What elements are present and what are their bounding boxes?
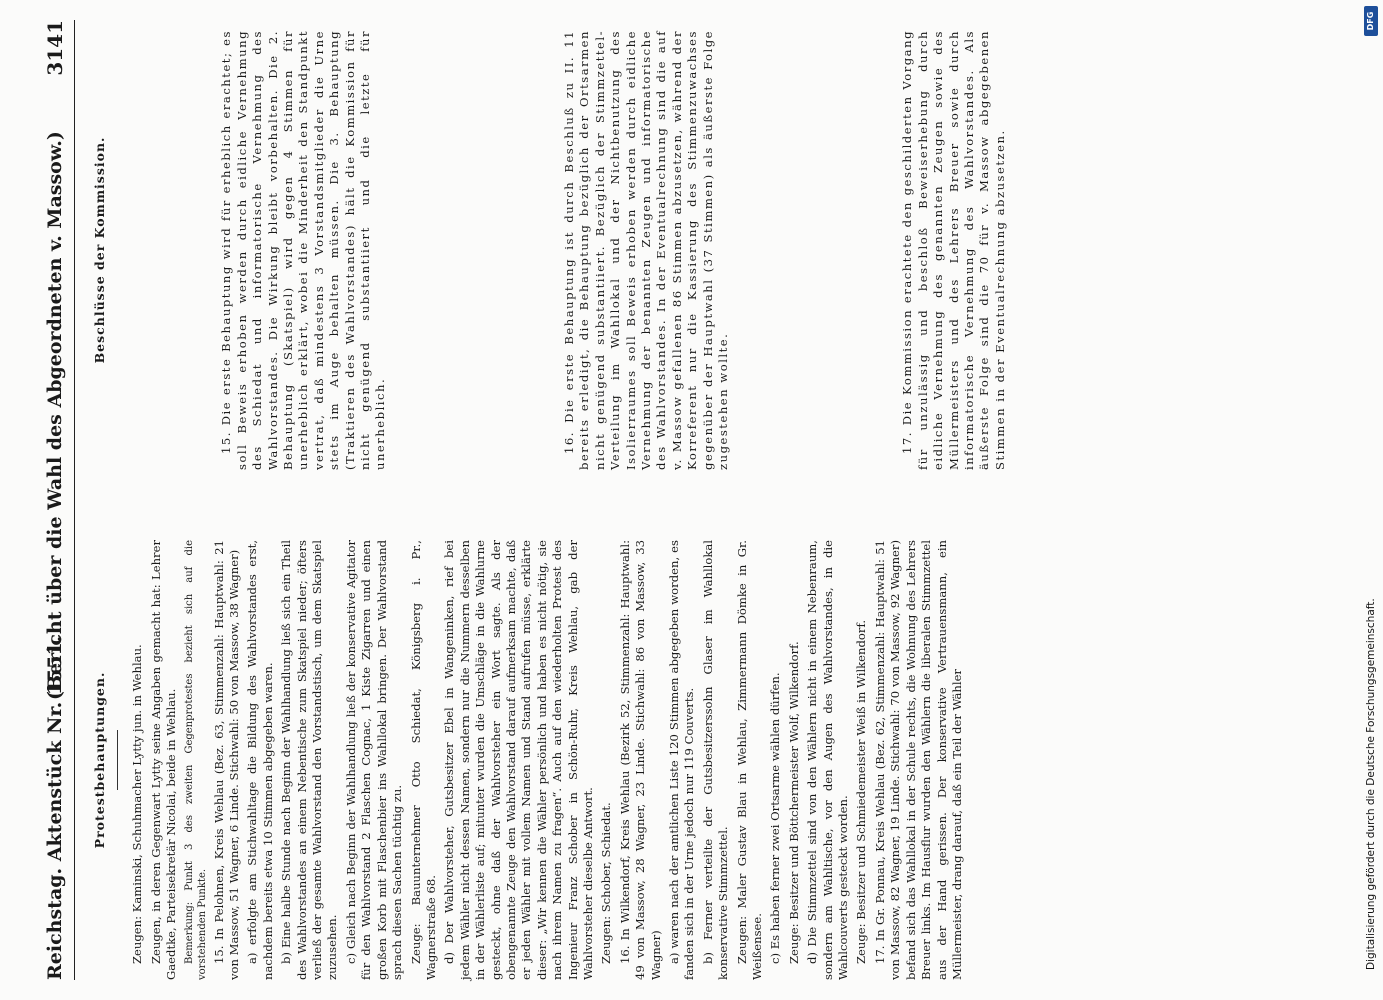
paragraph: Zeugen, in deren Gegenwart Lytty seine Angaben gemacht hat: Lehrer Gaedtke, Parteisekretär Nicolai, beide in Wehlau. (148, 540, 179, 980)
header-subtitle: (Bericht über die Wahl des Abgeordneten v. Massow.) (44, 131, 66, 700)
paragraph: Zeugen: Kaminski, Schuhmacher Lytty jun. in Wehlau. (130, 644, 145, 964)
paragraph: 15. Die erste Behauptung wird für erheblich erachtet; es soll Beweis erhoben werden durch eidliche Vernehmung des Schiedat und informatorische Vernehmung des Wahlvorstandes. Die Wirkung bleibt vorbehalten. Die 2. Behauptung (Skatspiel) wird gegen 4 Stimmen für unerheblich erklärt, wobei die Minderheit den Standpunkt vertrat, daß mindestens 3 Vorstandsmitglieder die Urne stets im Auge behalten müssen. Die 3. Behauptung (Traktieren des Wahlvorstandes) hält die Kommission für nicht genügend substantiiert und die letzte für unerheblich. (219, 30, 388, 470)
paragraph: a) erfolgte am Stichwahltage die Bildung des Wahlvorstandes erst, nachdem bereits etwa 10 Stimmen abgegeben waren. (245, 540, 275, 980)
paragraph: 16. Die erste Behauptung ist durch Beschluß zu II. 11 bereits erledigt, die Behauptung bezüglich der Ortsarmen nicht genügend substantiiert. Bezüglich der Stimmzettel-Verteilung im Wahllokal und der Nichtbenutzung des Isolierraumes soll Beweis erhoben werden durch eidliche Vernehmung der benannten Zeugen und informatorische des Wahlvorstandes. In der Eventualrechnung sind die auf v. Massow gefallenen 86 Stimmen abzusetzen, während der Korreferent nur die Kassierung des Stimmenzuwachses gegenüber der Hauptwahl (37 Stimmen) als äußerste Folge zugestehen wollte. (561, 30, 730, 470)
title-rule (117, 730, 118, 790)
paragraph: Zeuge: Besitzer und Böttchermeister Wolf, Wilkendorf. (786, 641, 801, 964)
right-column (92, 30, 1011, 470)
paragraph-note: Bemerkung: Punkt 3 des zweiten Gegenprotestes bezieht sich auf die vorstehenden Punkte. (183, 540, 208, 980)
paragraph: a) waren nach der amtlichen Liste 120 Stimmen abgegeben worden, es fanden sich in der Urne jedoch nur 119 Couverts. (667, 540, 697, 980)
paragraph: Zeugen: Maler Gustav Blau in Wehlau, Zimmermann Dömke in Gr. Weißensee. (734, 540, 765, 980)
paragraph: b) Eine halbe Stunde nach Beginn der Wahlhandlung ließ sich ein Theil des Wahlvorstandes an einem Nebentische zum Skatspiel nieder; öfters verließ der gesamte Wahlvorstand den Vorstandstisch, um dem Skatspiel zuzusehen. (279, 540, 340, 980)
digitization-credit: Digitalisierung gefördert durch die Deutsche Forschungsgemeinschaft. (1365, 598, 1377, 970)
header-title: Reichstag. Aktenstück Nr. 1551. (44, 635, 66, 980)
rotated-document (40, 20, 1362, 980)
paragraph: 17. Die Kommission erachtete den geschilderten Vorgang für unzulässig und beschloß Beweiserhebung durch eidliche Vernehmung des genannten Zeugen sowie des Müllermeisters und des Lehrers Breuer sowie durch informatorische Vernehmung des Wahlvorstandes. Als äußerste Folge sind die 70 für v. Massow abgegebenen Stimmen in der Eventualrechnung abzusetzen. (900, 30, 1007, 470)
paragraph: c) Es haben ferner zwei Ortsarme wählen dürfen. (768, 672, 783, 964)
paragraph: Zeuge: Bauunternehmer Otto Schiedat, Königsberg i. Pr., Wagnerstraße 68. (408, 540, 438, 980)
running-header (40, 20, 75, 980)
digitization-note (1340, 10, 1380, 1000)
paragraph: d) Der Wahlvorsteher, Gutsbesitzer Ebel in Wangeninken, rief bei jedem Wähler nicht dessen Namen, sondern nur die Nummern desselben in der Wählerliste auf; mitunter wurden die Umschläge in die Wahlurne gesteckt, ohne daß der Wahlvorsteher ein Wort sagte. Als der obengenannte Zeuge den Wahlvorstand darauf aufmerksam machte, daß er jeden Wähler mit vollem Namen und Stand aufrufen müsse, erklärte dieser: „Wir kennen die Wähler persönlich und haben es nicht nötig, sie nach ihrem Namen zu fragen“. Auch auf den wiederholten Protest des Ingenieur Franz Schober in Schön-Ruhr, Kreis Wehlau, gab der Wahlvorsteher dieselbe Antwort. (442, 540, 595, 980)
page-number: 3141 (43, 20, 67, 76)
paragraph: 15. In Pelohnen, Kreis Wehlau (Bez. 63, Stimmenzahl: Hauptwahl: 21 von Massow, 51 Wagner, 6 Linde. Stichwahl: 50 von Massow, 38 Wagner) (211, 540, 242, 980)
dfg-logo-text: DFG (1366, 11, 1375, 31)
right-column-title: Beschlüsse der Kommission. (92, 136, 107, 364)
paragraph: 17. In Gr. Ponnau, Kreis Wehlau (Bez. 62, Stimmenzahl: Hauptwahl: 51 von Massow, 82 Wagner, 19 Linde. Stichwahl: 70 von Massow, 92 Wagner) befand sich das Wahllokal in der Schule rechts, die Wohnung des Lehrers Breuer links. Im Hausflur wurden den Wählern die liberalen Stimmzettel aus der Hand gerissen. Der konservative Vertrauensmann, ein Müllermeister, drang darauf, daß ein Teil der Wähler (872, 540, 964, 980)
dfg-logo (1364, 6, 1378, 36)
left-column (92, 540, 968, 980)
paragraph: 16. In Wilkendorf, Kreis Wehlau (Bezirk 52, Stimmenzahl: Hauptwahl: 49 von Massow, 28 Wagner, 23 Linde. Stichwahl: 86 von Massow, 33 Wagner) (617, 540, 663, 980)
paragraph: c) Gleich nach Beginn der Wahlhandlung ließ der konservative Agitator für den Wahlvorstand 2 Flaschen Cognac, 1 Kiste Zigarren und einen großen Korb mit Flaschenbier ins Wahllokal bringen. Der Wahlvorstand sprach diesen Sachen tüchtig zu. (343, 540, 405, 980)
paragraph: Zeugen: Schober, Schiedat. (599, 802, 614, 964)
paragraph: b) Ferner verteilte der Gutsbesitzerssohn Glaser im Wahllokal konservative Stimmzettel. (700, 540, 731, 980)
paragraph: Zeuge: Besitzer und Schmiedemeister Weiß in Wilkendorf. (854, 619, 869, 964)
left-column-title: Protestbehauptungen. (92, 671, 107, 849)
paragraph: d) Die Stimmzettel sind von den Wählern nicht in einem Nebenraum, sondern am Wahltische, vor den Augen des Wahlvorstandes, in die Wahlcouverts gesteckt worden. (805, 540, 851, 980)
